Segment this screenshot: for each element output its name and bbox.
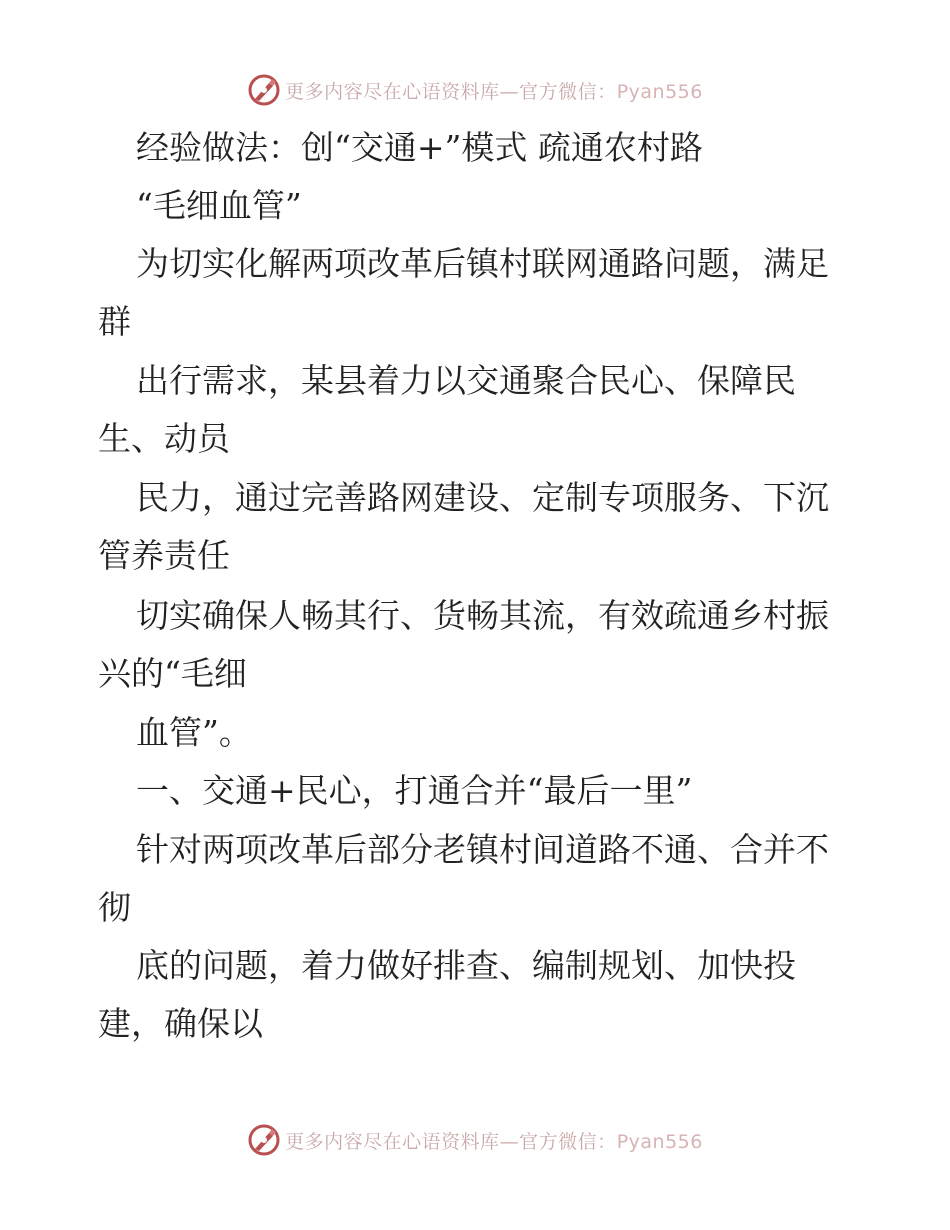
section-heading: 一、交通+民心，打通合并“最后一里”: [136, 771, 693, 810]
paragraph-line: 出行需求，某县着力以交通聚合民心、保障民: [136, 361, 796, 400]
pen-logo-icon: [247, 1123, 281, 1157]
watermark-account-label: 官方微信：: [519, 80, 617, 103]
paragraph-line: 民力，通过完善路网建设、定制专项服务、下沉: [136, 478, 829, 517]
paragraph-line: 群: [98, 302, 131, 341]
paragraph-line: 生、动员: [98, 419, 230, 458]
paragraph-line: 兴的“毛细: [98, 654, 247, 693]
paragraph-line: 针对两项改革后部分老镇村间道路不通、合并不: [136, 830, 829, 869]
title-line-2: “毛细血管”: [136, 186, 302, 225]
paragraph-line: 血管”。: [136, 713, 252, 752]
paragraph-line: 彻: [98, 888, 131, 927]
title-line-1: 经验做法：创“交通+”模式 疏通农村路: [136, 128, 703, 167]
paragraph-line: 切实确保人畅其行、货畅其流，有效疏通乡村振: [136, 596, 829, 635]
watermark-main: 更多内容尽在心语资料库: [285, 1130, 500, 1153]
watermark-account-id: Pyan556: [616, 1130, 703, 1153]
paragraph-line: 建，确保以: [98, 1004, 263, 1043]
watermark-account-label: 官方微信：: [519, 1130, 617, 1153]
paragraph-line: 底的问题，着力做好排查、编制规划、加快投: [136, 946, 796, 985]
footer-watermark: [0, 1120, 950, 1160]
watermark-dash: —: [499, 1130, 520, 1153]
paragraph-line: 管养责任: [98, 536, 230, 575]
watermark-main: 更多内容尽在心语资料库: [285, 80, 500, 103]
paragraph-line: 为切实化解两项改革后镇村联网通路问题，满足: [136, 244, 829, 283]
watermark-dash: —: [499, 80, 520, 103]
watermark-account-id: Pyan556: [616, 80, 703, 103]
